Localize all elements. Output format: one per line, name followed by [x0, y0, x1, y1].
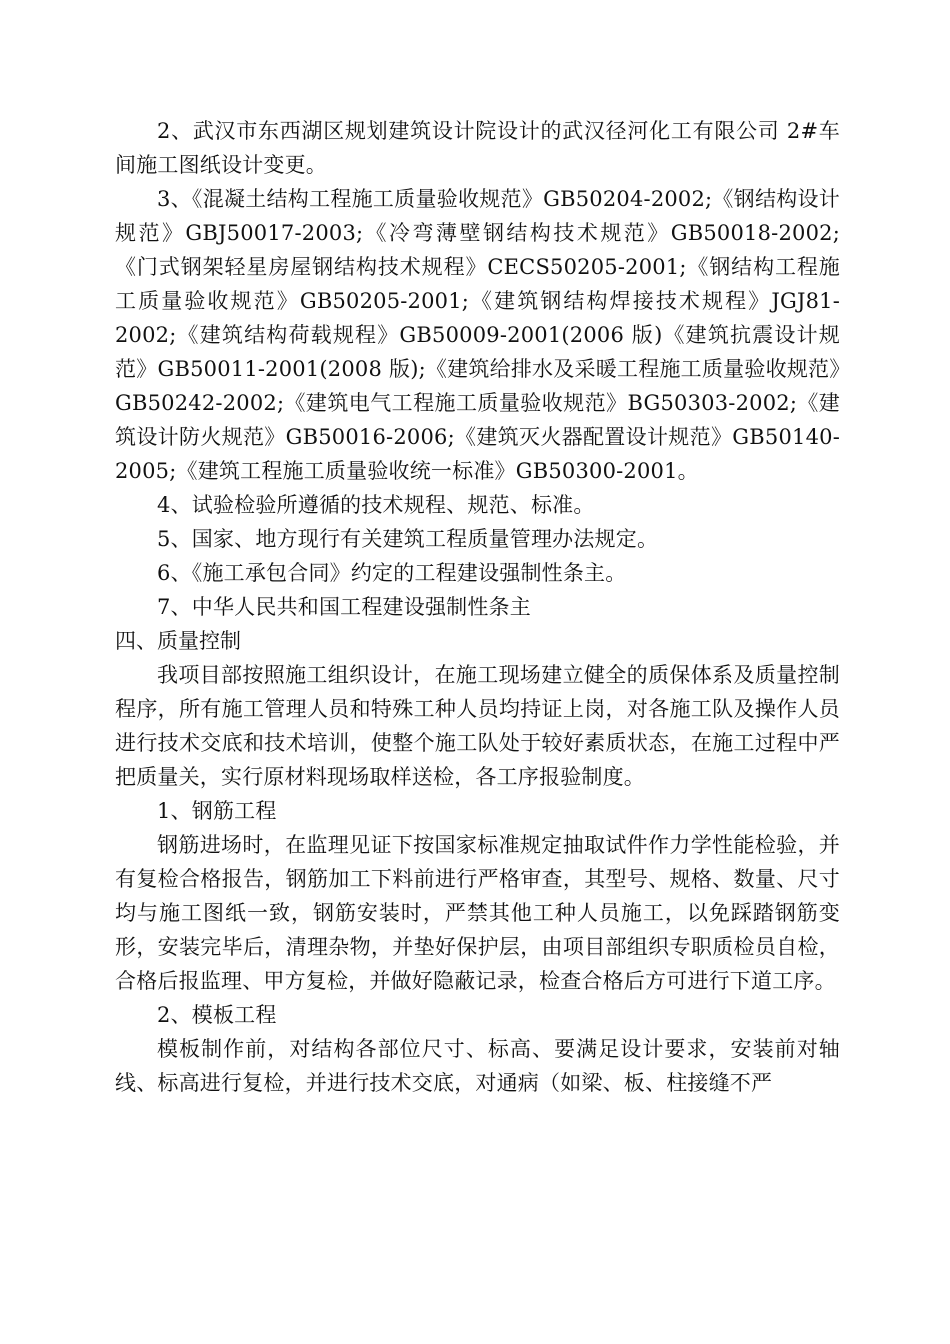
paragraph-rebar-work: 钢筋进场时，在监理见证下按国家标准规定抽取试件作力学性能检验，并有复检合格报告，钢筋加工下料前进行严格审查，其型号、规格、数量、尺寸均与施工图纸一致，钢筋安装时，严禁其他工种人员施工，以免踩踏钢筋变形，安装完毕后，清理杂物，并垫好保护层，由项目部组织专职质检员自检，合格后报监理、甲方复检，并做好隐蔽记录，检查合格后方可进行下道工序。 [115, 833, 840, 993]
subheading-formwork: 2、模板工程 [157, 1003, 277, 1027]
paragraph-quality-system: 我项目部按照施工组织设计，在施工现场建立健全的质保体系及质量控制程序，所有施工管理人员和特殊工种人员均持证上岗，对各施工队及操作人员进行技术交底和技术培训，使整个施工队处于较好素质状态，在施工过程中严把质量关，实行原材料现场取样送检，各工序报验制度。 [115, 663, 840, 789]
document-body [115, 114, 840, 1100]
paragraph-formwork: 模板制作前，对结构各部位尺寸、标高、要满足设计要求，安装前对轴线、标高进行复检，并进行技术交底，对通病（如梁、板、柱接缝不严 [115, 1037, 840, 1095]
paragraph-design-change: 2、武汉市东西湖区规划建筑设计院设计的武汉径河化工有限公司 2#车间施工图纸设计变更。 [115, 119, 840, 177]
paragraph-mandatory-provisions: 7、中华人民共和国工程建设强制性条主 [157, 595, 531, 619]
paragraph-standards-list: 3、《混凝土结构工程施工质量验收规范》GB50204-2002;《钢结构设计规范》GBJ50017-2003;《冷弯薄壁钢结构技术规范》GB50018-2002;《门式钢架轻星房屋钢结构技术规程》CECS50205-2001;《钢结构工程施工质量验收规范》GB50205-2001;《建筑钢结构焊接技术规程》JGJ81-2002;《建筑结构荷载规程》GB50009-2001(2006 版)《建筑抗震设计规范》GB50011-2001(2008 版);《建筑给排水及采暖工程施工质量验收规范》GB50242-2002;《建筑电气工程施工质量验收规范》BG50303-2002;《建筑设计防火规范》GB50016-2006;《建筑灭火器配置设计规范》GB50140-2005;《建筑工程施工质量验收统一标准》GB50300-2001。 [115, 187, 840, 483]
paragraph-test-standards: 4、试验检验所遵循的技术规程、规范、标准。 [157, 493, 595, 517]
section-heading-quality-control: 四、质量控制 [115, 629, 241, 653]
subheading-rebar-work: 1、钢筋工程 [157, 799, 277, 823]
paragraph-contract: 6、《施工承包合同》约定的工程建设强制性条主。 [157, 561, 627, 585]
paragraph-quality-regulations: 5、国家、地方现行有关建筑工程质量管理办法规定。 [157, 527, 659, 551]
